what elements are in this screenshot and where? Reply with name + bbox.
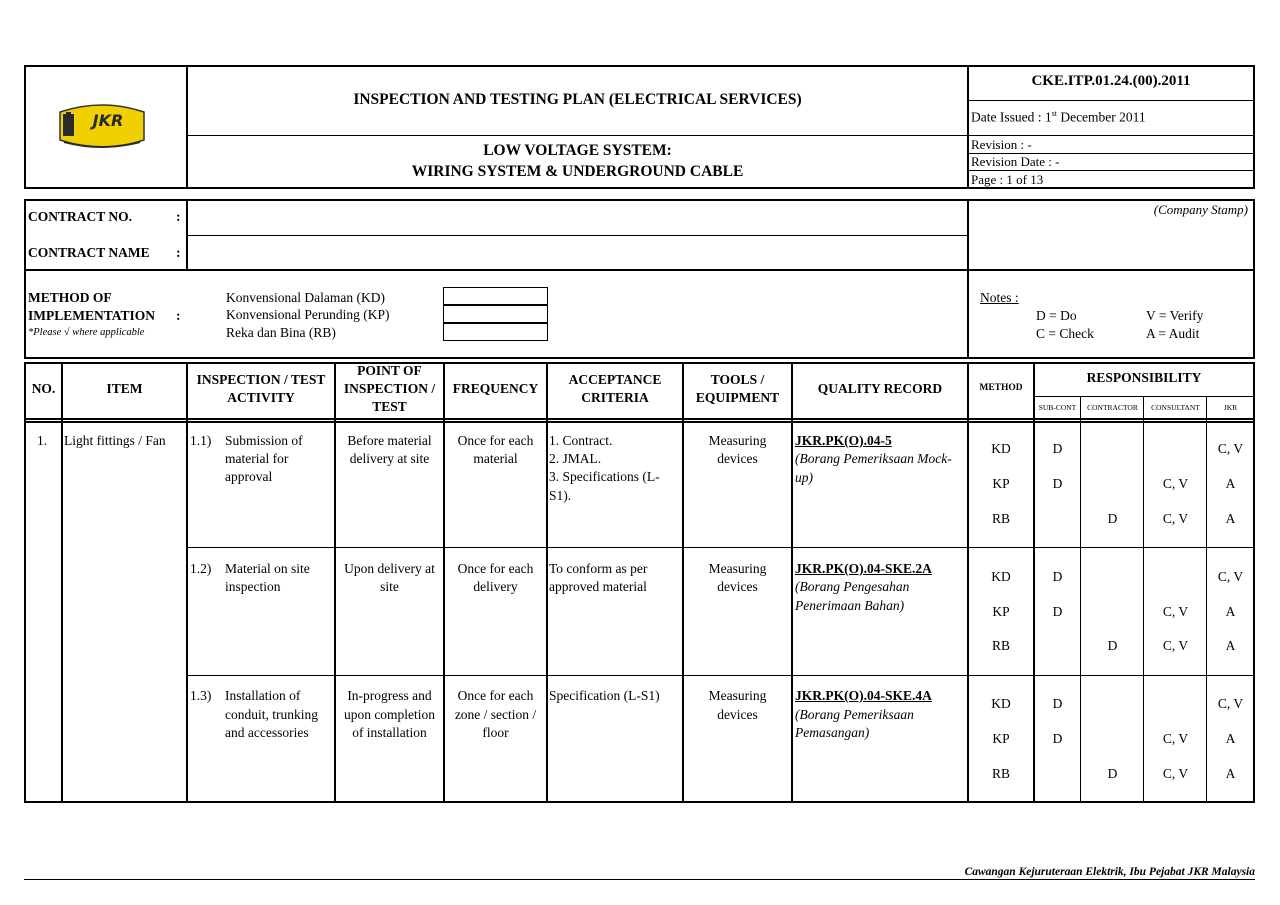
header-item: ITEM bbox=[106, 381, 143, 396]
method-cell: KP bbox=[992, 604, 1010, 619]
sub-cont-cell: D bbox=[1052, 731, 1063, 746]
jkr-cell: A bbox=[1225, 604, 1236, 619]
point-text: In-progress and bbox=[347, 688, 432, 703]
point-text: delivery at site bbox=[349, 451, 430, 466]
criteria-text: 3. Specifications (L- bbox=[549, 469, 660, 484]
quality-record-desc: (Borang Pemeriksaan bbox=[795, 707, 914, 722]
header-tools-2: EQUIPMENT bbox=[695, 390, 780, 405]
activity-text: inspection bbox=[225, 579, 281, 594]
activity-number: 1.2) bbox=[190, 561, 212, 576]
header-tools-1: TOOLS / bbox=[710, 372, 765, 387]
col-divider bbox=[61, 362, 63, 803]
quality-record-desc: (Borang Pemeriksaan Mock- bbox=[795, 451, 952, 466]
method-cell: KP bbox=[992, 731, 1010, 746]
jkr-cell: C, V bbox=[1217, 441, 1244, 456]
header-activity-2: ACTIVITY bbox=[227, 390, 295, 405]
activity-number: 1.3) bbox=[190, 688, 212, 703]
activity-number: 1.1) bbox=[190, 433, 212, 448]
point-text: site bbox=[380, 579, 399, 594]
method-cell: KD bbox=[991, 569, 1011, 584]
header-jkr: JKR bbox=[1223, 403, 1238, 412]
header-criteria-1: ACCEPTANCE bbox=[568, 372, 662, 387]
tools-text: devices bbox=[717, 579, 758, 594]
quality-record-desc: Pemasangan) bbox=[795, 725, 870, 740]
header-activity-1: INSPECTION / TEST bbox=[196, 372, 326, 387]
table-header-divider bbox=[25, 421, 1254, 423]
method-kp-label: Konvensional Perunding (KP) bbox=[226, 307, 390, 322]
header-divider bbox=[968, 170, 1254, 171]
tools-text: Measuring bbox=[708, 688, 767, 703]
note-check: C = Check bbox=[1036, 326, 1094, 341]
frequency-text: delivery bbox=[473, 579, 518, 594]
tools-text: Measuring bbox=[708, 433, 767, 448]
consultant-cell: C, V bbox=[1162, 604, 1189, 619]
frequency-text: floor bbox=[482, 725, 509, 740]
method-cell: RB bbox=[991, 638, 1010, 653]
header-no: NO. bbox=[31, 381, 56, 396]
header-contractor: CONTRACTOR bbox=[1087, 403, 1138, 412]
row-divider bbox=[187, 547, 1254, 548]
header-point-3: TEST bbox=[372, 399, 407, 414]
footer-rule bbox=[24, 879, 1255, 880]
contract-name-label: CONTRACT NAME bbox=[28, 245, 150, 260]
method-label-1: METHOD OF bbox=[28, 290, 112, 305]
contract-no-label: CONTRACT NO. bbox=[28, 209, 133, 224]
header-consultant: CONSULTANT bbox=[1151, 403, 1200, 412]
header-point-2: INSPECTION / bbox=[343, 381, 436, 396]
header-point-1: POINT OF bbox=[357, 363, 422, 378]
contractor-cell: D bbox=[1107, 766, 1118, 781]
point-text: Before material bbox=[347, 433, 432, 448]
criteria-text: 2. JMAL. bbox=[549, 451, 602, 466]
date-issued-prefix: Date Issued : 1 bbox=[971, 109, 1052, 125]
criteria-text: To conform as per bbox=[549, 561, 648, 576]
activity-text: material for bbox=[225, 451, 289, 466]
company-stamp: (Company Stamp) bbox=[1153, 202, 1248, 217]
header-divider bbox=[968, 100, 1254, 101]
frequency-text: zone / section / bbox=[454, 707, 537, 722]
point-text: of installation bbox=[352, 725, 427, 740]
jkr-cell: C, V bbox=[1217, 569, 1244, 584]
jkr-cell: A bbox=[1225, 511, 1236, 526]
method-label-2: IMPLEMENTATION bbox=[28, 308, 156, 323]
activity-text: approval bbox=[225, 469, 273, 484]
item-name: Light fittings / Fan bbox=[64, 433, 166, 448]
tools-text: devices bbox=[717, 707, 758, 722]
quality-record-desc: Penerimaan Bahan) bbox=[795, 598, 905, 613]
activity-text: conduit, trunking bbox=[225, 707, 318, 722]
date-issued-suffix: December 2011 bbox=[1056, 109, 1146, 125]
responsibility-divider bbox=[1034, 396, 1254, 397]
consultant-cell: C, V bbox=[1162, 638, 1189, 653]
sub-cont-cell: D bbox=[1052, 604, 1063, 619]
method-note: *Please √ where applicable bbox=[28, 327, 145, 338]
jkr-cell: A bbox=[1225, 731, 1236, 746]
logo-text: JKR bbox=[92, 111, 124, 130]
col-divider bbox=[186, 362, 188, 803]
jkr-logo bbox=[56, 96, 148, 156]
method-cell: KD bbox=[991, 696, 1011, 711]
tools-text: Measuring bbox=[708, 561, 767, 576]
header-divider bbox=[187, 135, 1253, 136]
item-number: 1. bbox=[37, 433, 48, 448]
criteria-text: 1. Contract. bbox=[549, 433, 613, 448]
note-verify: V = Verify bbox=[1146, 308, 1204, 323]
contract-divider bbox=[967, 199, 969, 359]
contractor-cell: D bbox=[1107, 511, 1118, 526]
method-cell: KD bbox=[991, 441, 1011, 456]
contract-divider bbox=[25, 269, 1254, 271]
document-subtitle-1: LOW VOLTAGE SYSTEM: bbox=[483, 142, 672, 159]
quality-record-desc: (Borang Pengesahan bbox=[795, 579, 910, 594]
note-audit: A = Audit bbox=[1146, 326, 1200, 341]
note-do: D = Do bbox=[1036, 308, 1077, 323]
sub-cont-cell: D bbox=[1052, 696, 1063, 711]
revision: Revision : - bbox=[971, 137, 1032, 152]
header-responsibility: RESPONSIBILITY bbox=[1086, 370, 1202, 385]
document-title: INSPECTION AND TESTING PLAN (ELECTRICAL SERVICES) bbox=[353, 91, 802, 108]
method-kd-label: Konvensional Dalaman (KD) bbox=[226, 290, 385, 305]
consultant-cell: C, V bbox=[1162, 476, 1189, 491]
sub-cont-cell: D bbox=[1052, 441, 1063, 456]
activity-text: and accessories bbox=[225, 725, 309, 740]
consultant-cell: C, V bbox=[1162, 731, 1189, 746]
table-header-divider bbox=[25, 418, 1254, 420]
consultant-cell: C, V bbox=[1162, 766, 1189, 781]
method-cell: KP bbox=[992, 476, 1010, 491]
jkr-cell: A bbox=[1225, 766, 1236, 781]
frequency-text: Once for each bbox=[457, 561, 534, 576]
header-method: METHOD bbox=[979, 383, 1023, 393]
tools-text: devices bbox=[717, 451, 758, 466]
criteria-text: S1). bbox=[549, 488, 572, 503]
document-code: CKE.ITP.01.24.(00).2011 bbox=[1031, 73, 1191, 89]
activity-text: Submission of bbox=[225, 433, 303, 448]
contract-no-colon: : bbox=[176, 209, 181, 224]
method-kp-checkbox[interactable] bbox=[443, 305, 548, 323]
quality-record-code[interactable]: JKR.PK(O).04-SKE.4A bbox=[795, 688, 932, 703]
quality-record-code[interactable]: JKR.PK(O).04-5 bbox=[795, 433, 892, 448]
date-issued bbox=[971, 109, 1146, 126]
sub-cont-cell: D bbox=[1052, 569, 1063, 584]
notes-label: Notes : bbox=[980, 290, 1019, 305]
contract-name-colon: : bbox=[176, 245, 181, 260]
contractor-cell: D bbox=[1107, 638, 1118, 653]
criteria-text: Specification (L-S1) bbox=[549, 688, 660, 703]
sub-cont-cell: D bbox=[1052, 476, 1063, 491]
method-rb-label: Reka dan Bina (RB) bbox=[226, 325, 336, 340]
method-cell: RB bbox=[991, 511, 1010, 526]
header-quality-record: QUALITY RECORD bbox=[817, 381, 943, 396]
activity-text: Material on site bbox=[225, 561, 310, 576]
jkr-cell: A bbox=[1225, 476, 1236, 491]
point-text: Upon delivery at bbox=[344, 561, 435, 576]
frequency-text: Once for each bbox=[457, 688, 534, 703]
consultant-cell: C, V bbox=[1162, 511, 1189, 526]
criteria-text: approved material bbox=[549, 579, 647, 594]
header-frequency: FREQUENCY bbox=[452, 381, 539, 396]
method-colon: : bbox=[176, 308, 181, 323]
quality-record-code[interactable]: JKR.PK(O).04-SKE.2A bbox=[795, 561, 932, 576]
jkr-cell: A bbox=[1225, 638, 1236, 653]
date-issued-sup: st bbox=[1051, 109, 1057, 118]
frequency-text: Once for each bbox=[457, 433, 534, 448]
quality-record-desc: up) bbox=[795, 470, 813, 485]
method-kd-checkbox[interactable] bbox=[443, 287, 548, 305]
method-rb-checkbox[interactable] bbox=[443, 323, 548, 341]
contract-divider bbox=[187, 235, 968, 236]
footer-text: Cawangan Kejuruteraan Elektrik, Ibu Pejabat JKR Malaysia bbox=[964, 866, 1255, 878]
point-text: upon completion bbox=[343, 707, 436, 722]
activity-text: Installation of bbox=[225, 688, 301, 703]
revision-date: Revision Date : - bbox=[971, 154, 1060, 169]
header-criteria-2: CRITERIA bbox=[581, 390, 649, 405]
document-subtitle-2: WIRING SYSTEM & UNDERGROUND CABLE bbox=[411, 163, 744, 180]
header-sub-cont: SUB-CONT bbox=[1038, 403, 1077, 412]
jkr-cell: C, V bbox=[1217, 696, 1244, 711]
method-cell: RB bbox=[991, 766, 1010, 781]
row-divider bbox=[187, 675, 1254, 676]
frequency-text: material bbox=[473, 451, 518, 466]
page-number: Page : 1 of 13 bbox=[971, 172, 1044, 187]
